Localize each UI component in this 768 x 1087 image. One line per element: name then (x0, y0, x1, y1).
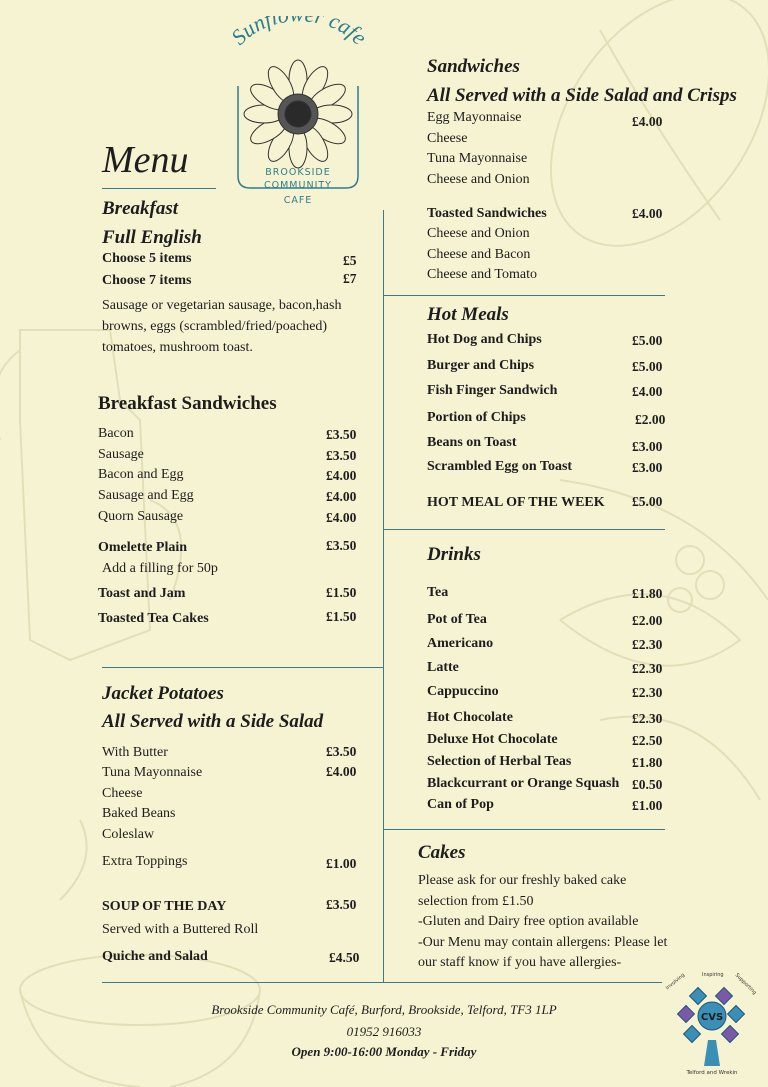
menu-title: Menu (102, 139, 189, 181)
hot-meal-price: £2.00 (635, 412, 666, 427)
jacket-potato-item: Cheese (102, 786, 143, 801)
soup-note: Served with a Buttered Roll (102, 922, 259, 937)
breakfast-sandwich-price: £4.00 (326, 468, 357, 483)
breakfast-sandwich-item: Sausage (98, 447, 144, 462)
drink-price: £2.30 (632, 661, 663, 676)
hot-meal-price: £5.00 (632, 333, 663, 348)
jacket-potato-item: With Butter (102, 745, 168, 760)
breakfast-option-1-price: £5 (343, 253, 357, 268)
breakfast-sandwich-item: Sausage and Egg (98, 488, 194, 503)
sandwich-item: Tuna Mayonnaise (427, 151, 528, 166)
extra-toppings-label: Extra Toppings (102, 854, 188, 869)
logo-line-2: COMMUNITY (264, 180, 332, 191)
breakfast-sandwich-price: £3.50 (326, 427, 357, 442)
quiche-price: £4.50 (329, 950, 360, 965)
sandwiches-title: Sandwiches (427, 56, 520, 77)
cvs-arc-top: Inspiring (702, 972, 724, 978)
hot-meal-item: Burger and Chips (427, 358, 535, 373)
jacket-potato-item: Baked Beans (102, 806, 176, 821)
drinks-title: Drinks (427, 544, 481, 565)
breakfast-option-1: Choose 5 items (102, 251, 192, 266)
jacket-potatoes-subtitle: All Served with a Side Salad (102, 711, 324, 732)
drink-item: Cappuccino (427, 684, 499, 699)
quiche-label: Quiche and Salad (102, 949, 208, 964)
toasted-sandwich-item: Cheese and Tomato (427, 267, 537, 282)
jacket-potatoes-title: Jacket Potatoes (102, 683, 224, 704)
cvs-center-text: CVS (700, 1012, 724, 1023)
hot-meal-price: £4.00 (632, 384, 663, 399)
svg-text:Sunflower cafe (226, 16, 372, 50)
footer-hours: Open 9:00-16:00 Monday - Friday (291, 1044, 477, 1059)
hot-meal-price: £5.00 (632, 359, 663, 374)
hot-meal-price: £3.00 (632, 439, 663, 454)
hot-meal-week-label: HOT MEAL OF THE WEEK (427, 495, 605, 510)
drink-item: Blackcurrant or Orange Squash (427, 776, 620, 791)
toasted-sandwich-item: Cheese and Bacon (427, 246, 531, 262)
drink-price: £2.00 (632, 613, 663, 628)
toast-jam-label: Toast and Jam (98, 586, 186, 601)
hot-meal-item: Fish Finger Sandwich (427, 383, 558, 398)
hot-meal-item: Hot Dog and Chips (427, 332, 542, 347)
hot-meal-item: Portion of Chips (427, 410, 526, 425)
omelette-note: Add a filling for 50p (102, 561, 218, 576)
jacket-potato-item: Coleslaw (102, 827, 155, 842)
extra-toppings-price: £1.00 (326, 856, 357, 871)
column-divider (383, 210, 384, 982)
jacket-potato-price: £4.00 (326, 764, 357, 779)
breakfast-sandwich-price: £3.50 (326, 448, 357, 463)
drink-item: Hot Chocolate (427, 710, 513, 725)
cakes-info-line: our staff know if you have allergies- (418, 955, 622, 970)
footer-phone: 01952 916033 (346, 1024, 422, 1039)
breakfast-option-2-price: £7 (343, 271, 357, 286)
sandwich-item: Cheese and Onion (427, 171, 530, 187)
drink-price: £2.30 (632, 637, 663, 652)
hot-meals-title: Hot Meals (427, 304, 509, 325)
drink-price: £2.30 (632, 711, 663, 726)
drink-item: Selection of Herbal Teas (427, 754, 572, 769)
toasted-sandwich-item: Cheese and Onion (427, 226, 530, 241)
full-english-title: Full English (102, 227, 202, 248)
breakfast-sandwich-item: Quorn Sausage (98, 509, 184, 524)
sandwich-item: Egg Mayonnaise (427, 110, 522, 125)
drink-item: Americano (427, 636, 494, 651)
sandwiches-price: £4.00 (632, 114, 663, 129)
toast-jam-price: £1.50 (326, 585, 357, 600)
breakfast-sandwiches-title: Breakfast Sandwiches (98, 393, 277, 414)
soup-label: SOUP OF THE DAY (102, 899, 227, 914)
cakes-info-line: selection from £1.50 (418, 893, 534, 909)
cakes-title: Cakes (418, 842, 466, 863)
hot-meal-week-price: £5.00 (632, 494, 663, 509)
drink-price: £1.80 (632, 755, 663, 770)
drink-price: £1.00 (632, 798, 663, 813)
logo-line-3: CAFE (283, 195, 313, 206)
sandwich-item: Cheese (427, 130, 468, 146)
drink-item: Can of Pop (427, 797, 494, 812)
breakfast-title: Breakfast (102, 198, 178, 219)
cvs-arc-right: Supporting (733, 972, 758, 997)
toasted-sandwiches-price: £4.00 (632, 206, 663, 221)
drink-price: £2.50 (632, 733, 663, 748)
drink-price: £0.50 (632, 777, 663, 792)
drink-item: Pot of Tea (427, 612, 487, 627)
breakfast-sandwich-item: Bacon and Egg (98, 467, 184, 482)
breakfast-sandwich-price: £4.00 (326, 510, 357, 525)
drink-price: £2.30 (632, 685, 663, 700)
toasted-sandwiches-title: Toasted Sandwiches (427, 206, 547, 221)
drink-item: Latte (427, 660, 459, 675)
jacket-potato-item: Tuna Mayonnaise (102, 765, 203, 780)
hot-meal-price: £3.00 (632, 460, 663, 475)
cvs-bottom-text: Telford and Wrekin (686, 1070, 738, 1076)
drink-item: Tea (427, 585, 449, 600)
jacket-potato-price: £3.50 (326, 744, 357, 759)
tea-cakes-label: Toasted Tea Cakes (98, 611, 209, 626)
full-english-description: Sausage or vegetarian sausage, bacon,hash browns, eggs (scrambled/fried/poached) tomatoes, mushroom toast. (102, 298, 342, 355)
cvs-logo (662, 970, 762, 1080)
footer-address: Brookside Community Café, Burford, Brookside, Telford, TF3 1LP (211, 1002, 557, 1017)
cakes-info-line: Please ask for our freshly baked cake (418, 873, 627, 888)
drink-item: Deluxe Hot Chocolate (427, 732, 558, 747)
breakfast-sandwich-price: £4.00 (326, 489, 357, 504)
sunflower-cafe-logo (214, 16, 382, 212)
tea-cakes-price: £1.50 (326, 609, 357, 624)
drink-price: £1.80 (632, 586, 663, 601)
soup-price: £3.50 (326, 897, 357, 912)
cvs-tree-icon (662, 970, 762, 1080)
omelette-price: £3.50 (326, 538, 357, 553)
omelette-label: Omelette Plain (98, 540, 188, 555)
cvs-arc-left: Involving (664, 972, 687, 992)
logo-line-1: BROOKSIDE (265, 167, 331, 178)
sandwiches-subtitle: All Served with a Side Salad and Crisps (427, 85, 737, 106)
cakes-info-line: -Gluten and Dairy free option available (418, 914, 639, 929)
logo-arc-text: Sunfl cafe (225, 16, 373, 50)
cakes-info-line: -Our Menu may contain allergens: Please let (418, 934, 668, 950)
hot-meal-item: Scrambled Egg on Toast (427, 459, 573, 474)
hot-meal-item: Beans on Toast (427, 435, 517, 450)
breakfast-option-2: Choose 7 items (102, 273, 192, 288)
breakfast-sandwich-item: Bacon (98, 426, 134, 441)
